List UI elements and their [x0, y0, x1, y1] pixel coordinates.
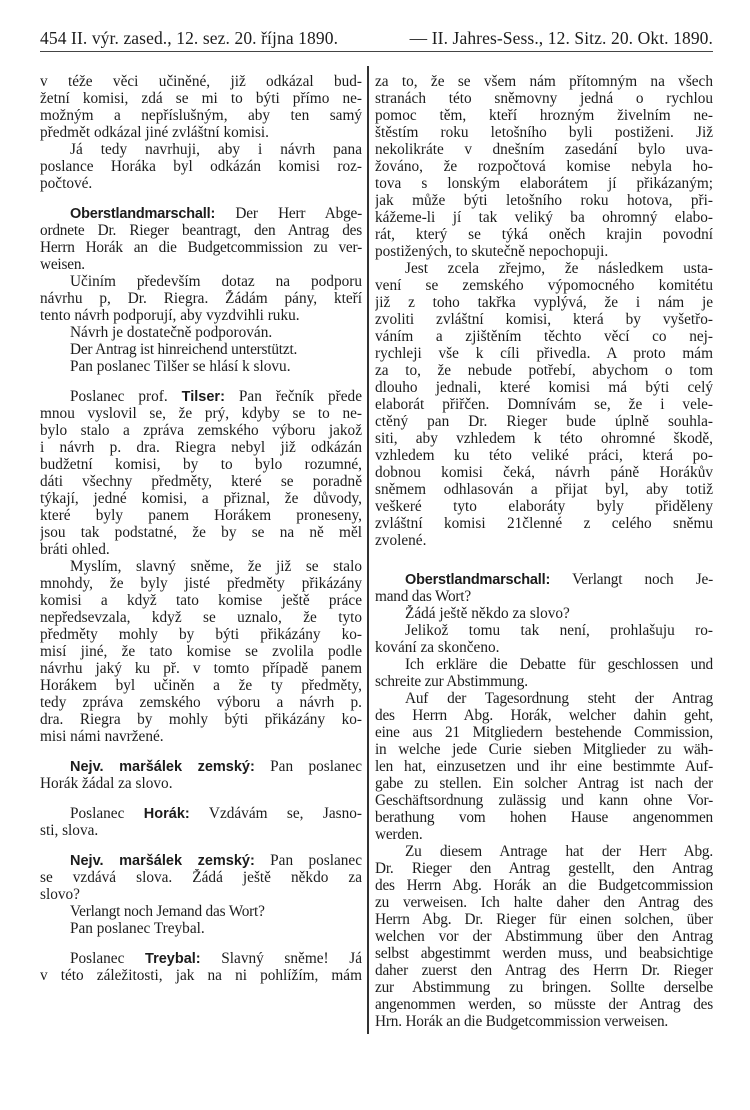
text-line: jsou tak podstatné, že by se na ně měl: [40, 524, 362, 541]
speech: [40, 205, 362, 273]
speaker-name: Horák:: [143, 806, 190, 822]
text-line: mnou vyslovil se, že prý, kdyby se to ne-: [40, 405, 362, 422]
right-column: [375, 73, 713, 1030]
text-line: bylo stalo a zpráva zemského výboru jakož: [40, 422, 362, 439]
text-line: zvoliti zvláštní komisi, která by vyšetřo-: [375, 311, 713, 328]
text-line: nekolikráte v dnešním zasedání bylo uva-: [375, 141, 713, 158]
paragraph: [40, 920, 362, 937]
text-line: misí jiné, že tato komise se zvolila podle: [40, 643, 362, 660]
text-line: sti, slova.: [40, 822, 99, 839]
text-line: kování za skončeno.: [375, 639, 500, 656]
speaker-name: Nejv. maršálek zemský:: [70, 759, 255, 775]
speech-first-line: [40, 852, 362, 869]
text-line: dobnou komisi čeká, návrh páně Horákův: [375, 464, 713, 481]
text-line: Ich erkläre die Debatte für geschlossen und: [405, 656, 713, 673]
text-line: Verlangt noch Jemand das Wort?: [70, 903, 265, 920]
text-line: rychleji vše k cíli přivedla. A proto mám: [375, 345, 713, 362]
text-line: elaborát přiřčen. Domnívám se, že i vele-: [375, 396, 713, 413]
text-line: komisi a když tato komise ještě práce: [40, 592, 362, 609]
text-line: štěstím roku letošního byli postiženi. Již: [375, 124, 713, 141]
text-line: váním a zjištěním těchto věcí co nej-: [375, 328, 713, 345]
text-line: schreite zur Abstimmung.: [375, 673, 528, 690]
text-line: budžetní komisi, by to bylo rozumné,: [40, 456, 362, 473]
text-line: počtové.: [40, 175, 93, 192]
speech: [40, 388, 362, 558]
speaker-name: Treybal:: [145, 951, 201, 967]
paragraph: [40, 141, 362, 192]
speech-text: Pan poslanec: [270, 758, 362, 775]
text-line: zur Abstimmung zu bringen. Sollte derselbe: [375, 979, 713, 996]
text-line: Dr. Rieger den Antrag gestellt, den Antrag: [375, 860, 713, 877]
text-line: len hat, einzusetzen und ihr eine bestimmte Auf-: [375, 758, 713, 775]
text-line: žetní komisi, zdá se mi to býti přímo ne-: [40, 90, 362, 107]
text-line: tento návrh podporují, aby vyzdvihli ruku.: [40, 307, 300, 324]
speaker-name: Nejv. maršálek zemský:: [70, 853, 255, 869]
text-line: tova s lonským elaborátem jí přikázaným;: [375, 175, 713, 192]
text-line: Jest zcela zřejmo, že následkem usta-: [405, 260, 713, 277]
text-line: berathung vom hohen Hause angenommen: [375, 809, 713, 826]
paragraph: [375, 656, 713, 690]
text-line: předměty mohly by býti přikázány ko-: [40, 626, 362, 643]
text-line: Návrh je dostatečně podporován.: [70, 324, 273, 341]
text-line: pomoc těm, kteří hrozným živelním ne-: [375, 107, 713, 124]
paragraph: [375, 843, 713, 1030]
text-line: tedy zpráva zemského výboru a návrh p.: [40, 694, 362, 711]
text-line: za to, že nebude potřebí, abychom o tom: [375, 362, 713, 379]
text-line: předmět odkázal jiné zvláštní komisi.: [40, 124, 269, 141]
text-line: ordnete Dr. Rieger beantragt, den Antrag des: [40, 222, 362, 239]
speaker-title: Poslanec: [70, 805, 144, 822]
text-line: se vzdává slova. Žádá ještě někdo za: [40, 869, 362, 886]
speech-text: Der Herr Abge-: [235, 205, 362, 222]
text-line: dlouho jednali, které komisi má býti celý: [375, 379, 713, 396]
speech-text: Verlangt noch Je-: [572, 571, 713, 588]
text-line: Pan poslanec Tilšer se hlásí k slovu.: [70, 358, 291, 375]
speech-first-line: [40, 805, 362, 822]
text-line: Žádá ještě někdo za slovo?: [405, 605, 570, 622]
text-line: zvolené.: [375, 532, 427, 549]
text-line: Já tedy navrhuji, aby i návrh pana: [70, 141, 362, 158]
text-line: Geschäftsordnung zulässig und kann ohne Vor-: [375, 792, 713, 809]
text-line: slovo?: [40, 886, 80, 903]
speech-text: Pan poslanec: [270, 852, 362, 869]
left-column: [40, 73, 362, 984]
speech: [40, 758, 362, 792]
paragraph: [375, 690, 713, 843]
speech-first-line: [40, 758, 362, 775]
text-line: poslance Horáka byl odkázán komisi roz-: [40, 158, 362, 175]
paragraph: [40, 341, 362, 358]
text-line: postižených, to skutečně nepochopuji.: [375, 243, 609, 260]
speech-first-line: [40, 950, 362, 967]
text-line: welchen vor der Abstimmung über den Antrag: [375, 928, 713, 945]
text-line: Jelikož tomu tak není, prohlašuju ro-: [405, 622, 713, 639]
paragraph: [375, 73, 713, 260]
text-line: siti, aby vzhledem k této ohromné škodě,: [375, 430, 713, 447]
speech-first-line: [375, 571, 713, 588]
header-rule: [40, 51, 713, 52]
running-header: [40, 28, 713, 50]
text-line: weisen.: [40, 256, 85, 273]
header-german: — II. Jahres-Sess., 12. Sitz. 20. Okt. 1890.: [409, 28, 713, 48]
text-line: misi námi navržené.: [40, 728, 164, 745]
text-line: angenommen werden, so müsste der Antrag des: [375, 996, 713, 1013]
text-line: návrhu jaký ku př. v tomto případě panem: [40, 660, 362, 677]
text-line: gabe zu stellen. Ein solcher Antrag ist nach der: [375, 775, 713, 792]
speech-first-line: [40, 388, 362, 405]
speech: [375, 571, 713, 605]
paragraph: [375, 622, 713, 656]
text-line: návrhu p, Dr. Riegra. Žádám pány, kteří: [40, 290, 362, 307]
text-line: již z toho takřka vyplývá, že i nám je: [375, 294, 713, 311]
speech: [40, 805, 362, 839]
speaker-title: Poslanec: [70, 950, 146, 967]
paragraph: [40, 903, 362, 920]
text-line: Hrn. Horák an die Budgetcommission verweisen.: [375, 1013, 669, 1030]
paragraph: [40, 558, 362, 745]
text-line: i návrh p. dra. Riegra nebyl již odkázán: [40, 439, 362, 456]
text-line: zvláštní komisi 21členné z celého sněmu: [375, 515, 713, 532]
text-line: kážeme-li jí tak veliký ba ohromný elabo-: [375, 209, 713, 226]
text-line: žováno, že rozpočtová komise nebyla ho-: [375, 158, 713, 175]
speech: [40, 950, 362, 984]
text-line: vení se zemského výpomocného komitétu: [375, 277, 713, 294]
text-line: stranách této sněmovny jedná o rychlou: [375, 90, 713, 107]
speech-text: Slavný sněme! Já: [221, 950, 362, 967]
text-line: možným a nepříslušným, aby ten samý: [40, 107, 362, 124]
speech: [40, 852, 362, 903]
text-line: des Herrn Abg. Horák an die Budgetcommission: [375, 877, 713, 894]
text-line: Auf der Tagesordnung steht der Antrag: [405, 690, 713, 707]
text-line: selbst abgestimmt werden muss, und beabsichtige: [375, 945, 713, 962]
text-line: Herrn Horák an die Budgetcommission zu ver-: [40, 239, 362, 256]
text-line: dra. Riegra by mohly býti přikázány ko-: [40, 711, 362, 728]
paragraph: [40, 273, 362, 324]
text-line: mand das Wort?: [375, 588, 471, 605]
text-line: Myslím, slavný sněme, že již se stalo: [70, 558, 362, 575]
text-line: ctěný pan Dr. Rieger bude úplně souhla-: [375, 413, 713, 430]
text-line: zu verweisen. Ich halte daher den Antrag des: [375, 894, 713, 911]
paragraph: [375, 260, 713, 549]
speaker-name: Tilser:: [181, 389, 225, 405]
text-line: Horák žádal za slovo.: [40, 775, 173, 792]
text-line: které byly panem Horákem proneseny,: [40, 507, 362, 524]
text-line: Herrn Abg. Dr. Rieger für einen solchen, über: [375, 911, 713, 928]
text-line: daher zuerst den Antrag des Herrn Dr. Rieger: [375, 962, 713, 979]
speaker-name: Oberstlandmarschall:: [70, 206, 216, 222]
text-line: týkají, jedné komisi, a přiznal, že důvody,: [40, 490, 362, 507]
text-line: Horákem byl učiněn a že ty předměty,: [40, 677, 362, 694]
text-line: in welche jede Curie sieben Mitglieder zu wäh-: [375, 741, 713, 758]
text-line: veškeré tyto elaboráty byly přiděleny: [375, 498, 713, 515]
speaker-name: Oberstlandmarschall:: [405, 572, 551, 588]
paragraph: [40, 358, 362, 375]
header-czech: 454 II. výr. zased., 12. sez. 20. října 1890.: [40, 28, 339, 48]
speech-text: Pan řečník přede: [238, 388, 362, 405]
speaker-title: Poslanec prof.: [70, 388, 182, 405]
paragraph: [40, 73, 362, 141]
text-line: sněmem odhlasován a přijat byl, aby totiž: [375, 481, 713, 498]
paragraph: [375, 605, 713, 622]
text-line: jak může býti letošního roku hotova, při-: [375, 192, 713, 209]
text-line: rát, který se týká oněch krajin povodní: [375, 226, 713, 243]
text-line: Pan poslanec Treybal.: [70, 920, 205, 937]
text-line: dáti všechny předměty, které se poradně: [40, 473, 362, 490]
speech-text: Vzdávám se, Jasno-: [208, 805, 362, 822]
text-line: Učiním především dotaz na podporu: [70, 273, 362, 290]
text-line: vzhledem ku této veliké práci, která po-: [375, 447, 713, 464]
text-line: nepředsevzala, když se uznalo, že tyto: [40, 609, 362, 626]
text-line: v této záležitosti, jak na ni pohlížím, mám: [40, 967, 362, 984]
text-line: v téže věci učiněné, již odkázal bud-: [40, 73, 362, 90]
text-line: werden.: [375, 826, 423, 843]
text-line: Zu diesem Antrage hat der Herr Abg.: [405, 843, 713, 860]
text-line: des Herrn Abg. Horák, welcher dahin geht,: [375, 707, 713, 724]
text-line: bráti ohled.: [40, 541, 110, 558]
paragraph: [40, 324, 362, 341]
column-divider: [367, 66, 369, 1034]
text-line: za to, že se všem nám přítomným na všech: [375, 73, 713, 90]
text-line: eine aus 21 Mitgliedern bestehende Commission,: [375, 724, 713, 741]
text-line: Der Antrag ist hinreichend unterstützt.: [70, 341, 298, 358]
text-line: mnohdy, že byly jisté předměty přikázány: [40, 575, 362, 592]
speech-first-line: [40, 205, 362, 222]
